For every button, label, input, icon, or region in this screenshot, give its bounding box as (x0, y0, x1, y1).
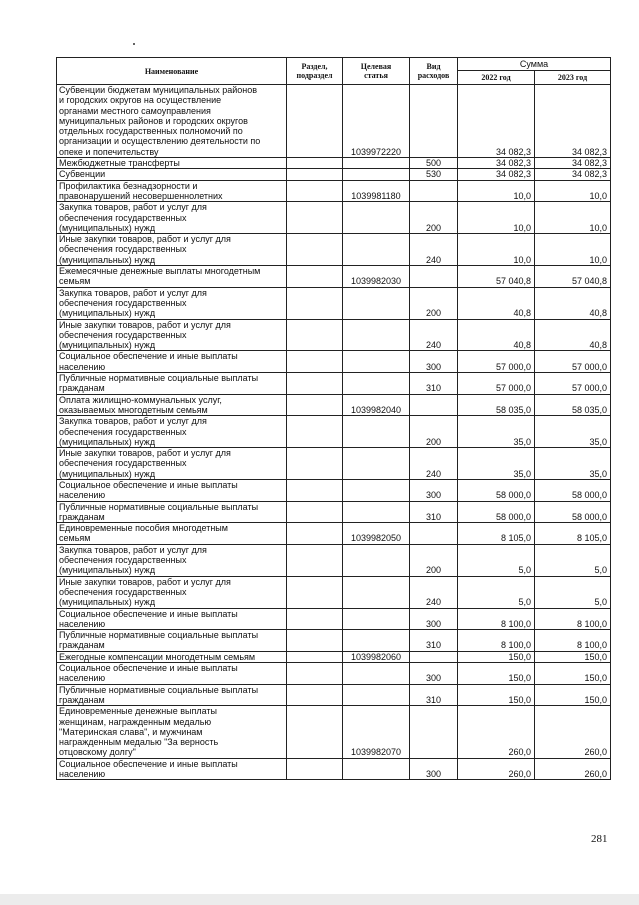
row-sum-2022: 57 000,0 (458, 351, 535, 373)
header-name: Наименование (57, 58, 287, 85)
row-expense-type: 310 (410, 684, 458, 706)
row-sum-2022: 260,0 (458, 758, 535, 780)
row-sum-2023: 8 100,0 (535, 608, 611, 630)
row-target-code (343, 544, 410, 576)
row-section (287, 479, 343, 501)
row-target-code: 1039982050 (343, 523, 410, 545)
row-expense-type (410, 651, 458, 662)
table-row (57, 576, 611, 608)
row-section (287, 758, 343, 780)
row-sum-2023: 40,8 (535, 287, 611, 319)
scan-bottom-band (0, 894, 639, 905)
row-sum-2022: 8 105,0 (458, 523, 535, 545)
table-row (57, 608, 611, 630)
row-section (287, 630, 343, 652)
row-sum-2022: 5,0 (458, 576, 535, 608)
table-row (57, 663, 611, 685)
row-sum-2023: 8 105,0 (535, 523, 611, 545)
row-target-code (343, 479, 410, 501)
table-row (57, 85, 611, 158)
row-name: Закупка товаров, работ и услуг для обеспечения государственных (муниципальных) нужд (57, 202, 287, 234)
page-number: 281 (591, 833, 608, 845)
row-expense-type: 310 (410, 501, 458, 523)
row-expense-type: 240 (410, 234, 458, 266)
row-target-code (343, 202, 410, 234)
row-name: Иные закупки товаров, работ и услуг для обеспечения государственных (муниципальных) нужд (57, 448, 287, 480)
row-target-code: 1039982030 (343, 266, 410, 288)
table-body (57, 85, 611, 780)
row-sum-2022: 150,0 (458, 684, 535, 706)
row-sum-2022: 40,8 (458, 319, 535, 351)
row-name: Социальное обеспечение и иные выплаты населению (57, 351, 287, 373)
row-section (287, 202, 343, 234)
row-expense-type: 300 (410, 351, 458, 373)
row-sum-2022: 10,0 (458, 180, 535, 202)
row-sum-2023: 150,0 (535, 684, 611, 706)
row-sum-2022: 260,0 (458, 706, 535, 758)
row-name: Публичные нормативные социальные выплаты гражданам (57, 684, 287, 706)
row-target-code (343, 758, 410, 780)
row-name: Социальное обеспечение и иные выплаты населению (57, 479, 287, 501)
row-section (287, 608, 343, 630)
row-target-code (343, 416, 410, 448)
row-target-code (343, 319, 410, 351)
table-row (57, 394, 611, 416)
row-section (287, 158, 343, 169)
row-name: Закупка товаров, работ и услуг для обеспечения государственных (муниципальных) нужд (57, 544, 287, 576)
row-section (287, 501, 343, 523)
row-section (287, 351, 343, 373)
row-sum-2023: 35,0 (535, 448, 611, 480)
row-name: Публичные нормативные социальные выплаты гражданам (57, 373, 287, 395)
table-row (57, 373, 611, 395)
row-sum-2022: 57 040,8 (458, 266, 535, 288)
row-sum-2022: 34 082,3 (458, 85, 535, 158)
row-expense-type (410, 85, 458, 158)
header-section: Раздел, подраздел (287, 58, 343, 85)
row-sum-2022: 8 100,0 (458, 630, 535, 652)
row-sum-2023: 150,0 (535, 663, 611, 685)
table-row (57, 202, 611, 234)
table-row (57, 319, 611, 351)
row-name: Иные закупки товаров, работ и услуг для обеспечения государственных (муниципальных) нужд (57, 319, 287, 351)
row-sum-2022: 35,0 (458, 448, 535, 480)
row-sum-2023: 57 000,0 (535, 351, 611, 373)
row-name: Закупка товаров, работ и услуг для обеспечения государственных (муниципальных) нужд (57, 416, 287, 448)
row-target-code (343, 663, 410, 685)
row-sum-2023: 34 082,3 (535, 85, 611, 158)
row-sum-2023: 35,0 (535, 416, 611, 448)
row-name: Оплата жилищно-коммунальных услуг, оказываемых многодетным семьям (57, 394, 287, 416)
table-row (57, 351, 611, 373)
table-row (57, 416, 611, 448)
table-row (57, 234, 611, 266)
row-name: Профилактика безнадзорности и правонарушений несовершеннолетних (57, 180, 287, 202)
table-row (57, 630, 611, 652)
row-target-code (343, 373, 410, 395)
table-row (57, 169, 611, 180)
table-row (57, 287, 611, 319)
row-sum-2023: 5,0 (535, 576, 611, 608)
row-section (287, 576, 343, 608)
row-expense-type: 310 (410, 373, 458, 395)
header-year-2023: 2023 год (535, 71, 611, 85)
row-name: Социальное обеспечение и иные выплаты населению (57, 663, 287, 685)
row-expense-type: 300 (410, 663, 458, 685)
row-sum-2022: 5,0 (458, 544, 535, 576)
row-sum-2022: 150,0 (458, 651, 535, 662)
row-expense-type: 200 (410, 544, 458, 576)
scan-speck (133, 43, 135, 45)
row-sum-2023: 260,0 (535, 758, 611, 780)
table-row (57, 684, 611, 706)
header-year-2022: 2022 год (458, 71, 535, 85)
row-sum-2022: 58 000,0 (458, 479, 535, 501)
row-sum-2022: 57 000,0 (458, 373, 535, 395)
row-name: Иные закупки товаров, работ и услуг для обеспечения государственных (муниципальных) нужд (57, 576, 287, 608)
row-sum-2022: 34 082,3 (458, 158, 535, 169)
row-sum-2022: 10,0 (458, 202, 535, 234)
row-sum-2022: 40,8 (458, 287, 535, 319)
row-name: Межбюджетные трансферты (57, 158, 287, 169)
row-sum-2023: 10,0 (535, 180, 611, 202)
table-row (57, 180, 611, 202)
row-sum-2023: 260,0 (535, 706, 611, 758)
row-name: Социальное обеспечение и иные выплаты населению (57, 608, 287, 630)
row-name: Субвенции (57, 169, 287, 180)
row-target-code (343, 501, 410, 523)
row-section (287, 319, 343, 351)
row-expense-type: 300 (410, 479, 458, 501)
table-row (57, 651, 611, 662)
header-target: Целевая статья (343, 58, 410, 85)
row-name: Закупка товаров, работ и услуг для обеспечения государственных (муниципальных) нужд (57, 287, 287, 319)
row-target-code (343, 684, 410, 706)
row-name: Ежегодные компенсации многодетным семьям (57, 651, 287, 662)
row-sum-2022: 58 035,0 (458, 394, 535, 416)
row-target-code (343, 169, 410, 180)
row-sum-2023: 8 100,0 (535, 630, 611, 652)
row-target-code: 1039981180 (343, 180, 410, 202)
row-sum-2023: 34 082,3 (535, 169, 611, 180)
budget-table (56, 57, 611, 780)
row-name: Единовременные денежные выплаты женщинам, награжденным медалью "Материнская слава", и мужчинам награжденным медалью "За верность отцовскому долгу" (57, 706, 287, 758)
header-type: Вид расходов (410, 58, 458, 85)
row-sum-2023: 57 000,0 (535, 373, 611, 395)
row-section (287, 394, 343, 416)
row-expense-type: 240 (410, 448, 458, 480)
row-expense-type: 310 (410, 630, 458, 652)
table-row (57, 266, 611, 288)
row-section (287, 266, 343, 288)
row-name: Социальное обеспечение и иные выплаты населению (57, 758, 287, 780)
row-expense-type: 200 (410, 202, 458, 234)
row-expense-type: 200 (410, 287, 458, 319)
row-target-code (343, 608, 410, 630)
table-row (57, 479, 611, 501)
row-expense-type (410, 523, 458, 545)
row-target-code: 1039982070 (343, 706, 410, 758)
row-target-code: 1039982040 (343, 394, 410, 416)
row-section (287, 523, 343, 545)
row-expense-type: 300 (410, 758, 458, 780)
row-target-code (343, 234, 410, 266)
row-target-code (343, 287, 410, 319)
row-expense-type: 240 (410, 576, 458, 608)
row-expense-type: 500 (410, 158, 458, 169)
row-target-code (343, 158, 410, 169)
row-sum-2023: 150,0 (535, 651, 611, 662)
table-row (57, 448, 611, 480)
row-section (287, 169, 343, 180)
row-sum-2023: 10,0 (535, 234, 611, 266)
row-name: Публичные нормативные социальные выплаты гражданам (57, 501, 287, 523)
row-sum-2023: 58 000,0 (535, 501, 611, 523)
row-section (287, 544, 343, 576)
row-target-code (343, 576, 410, 608)
row-expense-type: 530 (410, 169, 458, 180)
row-section (287, 663, 343, 685)
row-name: Иные закупки товаров, работ и услуг для обеспечения государственных (муниципальных) нужд (57, 234, 287, 266)
row-expense-type (410, 706, 458, 758)
row-sum-2022: 8 100,0 (458, 608, 535, 630)
row-sum-2022: 34 082,3 (458, 169, 535, 180)
row-name: Публичные нормативные социальные выплаты гражданам (57, 630, 287, 652)
row-sum-2023: 10,0 (535, 202, 611, 234)
row-name: Субвенции бюджетам муниципальных районов и городских округов на осуществление органами местного самоуправления муниципальных районов и городских округов отдельных государственных полномочий по организации и осуществлению деятельности по опеке и попечительству (57, 85, 287, 158)
row-sum-2023: 57 040,8 (535, 266, 611, 288)
row-section (287, 448, 343, 480)
table-row (57, 758, 611, 780)
row-name: Ежемесячные денежные выплаты многодетным семьям (57, 266, 287, 288)
header-sum: Сумма (458, 58, 611, 71)
row-sum-2022: 150,0 (458, 663, 535, 685)
row-target-code: 1039982060 (343, 651, 410, 662)
row-section (287, 234, 343, 266)
row-target-code: 1039972220 (343, 85, 410, 158)
row-expense-type (410, 180, 458, 202)
row-sum-2022: 35,0 (458, 416, 535, 448)
row-section (287, 706, 343, 758)
row-section (287, 180, 343, 202)
table-row (57, 523, 611, 545)
row-sum-2023: 34 082,3 (535, 158, 611, 169)
row-sum-2022: 58 000,0 (458, 501, 535, 523)
row-expense-type: 200 (410, 416, 458, 448)
row-section (287, 651, 343, 662)
row-expense-type: 240 (410, 319, 458, 351)
row-section (287, 373, 343, 395)
row-target-code (343, 351, 410, 373)
row-expense-type (410, 266, 458, 288)
row-name: Единовременные пособия многодетным семьям (57, 523, 287, 545)
row-sum-2023: 58 000,0 (535, 479, 611, 501)
row-sum-2023: 58 035,0 (535, 394, 611, 416)
row-section (287, 684, 343, 706)
table-row (57, 706, 611, 758)
row-section (287, 416, 343, 448)
table-row (57, 501, 611, 523)
row-target-code (343, 448, 410, 480)
row-section (287, 85, 343, 158)
table-row (57, 158, 611, 169)
row-expense-type (410, 394, 458, 416)
table-row (57, 544, 611, 576)
row-section (287, 287, 343, 319)
row-target-code (343, 630, 410, 652)
row-expense-type: 300 (410, 608, 458, 630)
row-sum-2023: 40,8 (535, 319, 611, 351)
row-sum-2022: 10,0 (458, 234, 535, 266)
row-sum-2023: 5,0 (535, 544, 611, 576)
